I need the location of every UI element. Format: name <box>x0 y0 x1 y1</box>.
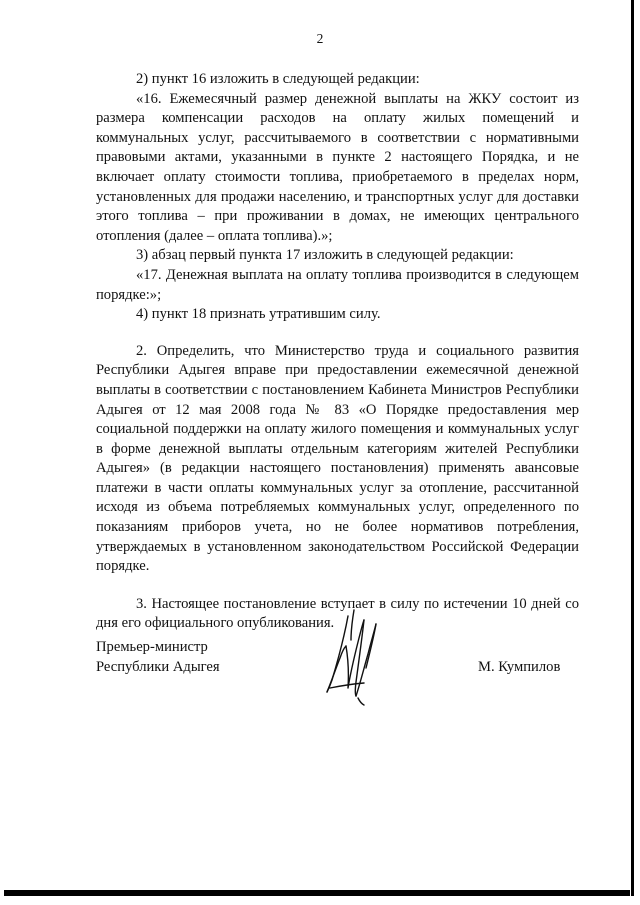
page-number: 2 <box>316 31 324 46</box>
paragraph-item-17-text: «17. Денежная выплата на оплату топлива производится в следующем порядке:»; <box>96 266 579 303</box>
paragraph-spacer <box>96 577 579 595</box>
scan-edge-bottom <box>4 890 630 896</box>
paragraph-item-2: 2) пункт 16 изложить в следующей редакции: <box>136 71 420 87</box>
signatory-title-line2: Республики Адыгея <box>96 658 220 675</box>
paragraph-item-4: 4) пункт 18 признать утратившим силу. <box>136 306 381 323</box>
signatory-title-line1: Премьер-министр <box>96 639 208 655</box>
paragraph-section-2: 2. Определить, что Министерство труда и социального развития Республики Адыгея вправе при предоставлении ежемесячной денежной выплаты в соответствии с постановлением Кабинета Министров Республики Адыгея от 12 мая 2008 года № 83 «О Порядке предоставления мер социальной поддержки на оплату жилого помещения и коммунальных услуг в форме денежной выплаты отдельным категориям жителей Республики Адыгея» (в редакции настоящего постановления) применять авансовые платежи в части оплаты коммунальных услуг за отопление, рассчитанной исходя из объема потребляемых коммунальных услуг, определенного по показаниям приборов учета, но не более нормативов потребления, утверждаемых в установленном законодательством Российской Федерации порядке. <box>96 342 579 575</box>
scan-edge-right <box>631 0 634 896</box>
paragraph-section-3: 3. Настоящее постановление вступает в силу по истечении 10 дней со дня его официального опубликования. <box>96 595 579 632</box>
paragraph-spacer <box>96 325 579 342</box>
document-body <box>96 70 579 634</box>
paragraph-item-3: 3) абзац первый пункта 17 изложить в следующей редакции: <box>136 247 514 264</box>
paragraph-item-16-text: «16. Ежемесячный размер денежной выплаты на ЖКУ состоит из размера компенсации расходов на оплату жилых помещений и коммунальных услуг, рассчитываемого в соответствии с нормативными правовыми актами, указанными в пункте 2 настоящего Порядка, и не включает оплату стоимости топлива, приобретаемого в пределах норм, установленных для продажи населению, и транспортных услуг для доставки этого топлива – при проживании в домах, не имеющих центрального отопления (далее – оплата топлива).»; <box>96 90 579 244</box>
signatory-title <box>96 638 220 677</box>
signatory-name: М. Кумпилов <box>478 659 561 675</box>
handwritten-signature <box>318 598 388 708</box>
